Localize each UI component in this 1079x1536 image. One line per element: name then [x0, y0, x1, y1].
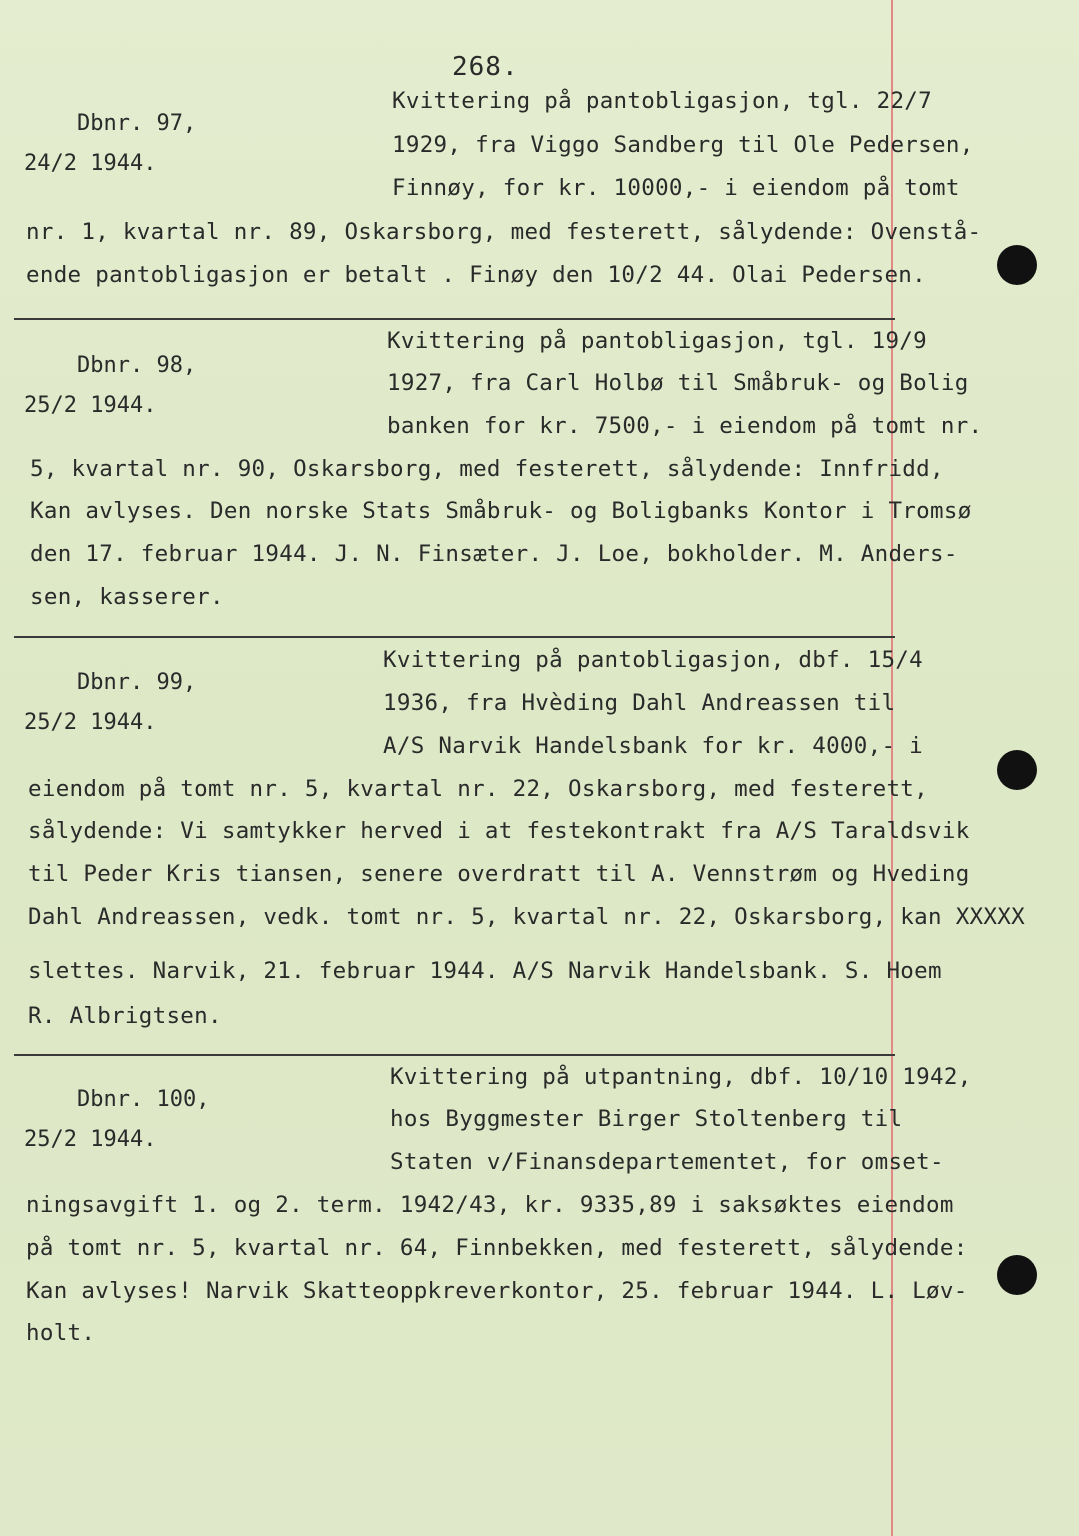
- entry-reference: [24, 94, 196, 214]
- entry-number: Dbnr. 99,: [76, 670, 197, 695]
- entry-text-line: til Peder Kris tiansen, senere overdratt til A. Vennstrøm og Hveding: [28, 861, 970, 887]
- entry-text-line: R. Albrigtsen.: [28, 1003, 222, 1029]
- entry-text-line: den 17. februar 1944. J. N. Finsæter. J. Loe, bokholder. M. Anders-: [30, 541, 958, 567]
- entry-reference: [24, 653, 196, 773]
- entry-text-line: 1936, fra Hvèding Dahl Andreassen til: [383, 690, 896, 716]
- entry-text-line: slettes. Narvik, 21. februar 1944. A/S Narvik Handelsbank. S. Hoem: [28, 958, 942, 984]
- binder-hole-icon: [997, 245, 1037, 285]
- entry-number: Dbnr. 98,: [76, 353, 197, 378]
- entry-text-line: Staten v/Finansdepartementet, for omset-: [390, 1149, 944, 1175]
- entry-text-line: eiendom på tomt nr. 5, kvartal nr. 22, Oskarsborg, med festerett,: [28, 776, 928, 802]
- entry-text-line: Kan avlyses! Narvik Skatteoppkreverkontor, 25. februar 1944. L. Løv-: [26, 1278, 968, 1304]
- entry-text-line: nr. 1, kvartal nr. 89, Oskarsborg, med festerett, sålydende: Ovenstå-: [26, 219, 982, 245]
- entry-date: 25/2 1944.: [24, 1127, 157, 1152]
- entry-text-line: Kvittering på utpantning, dbf. 10/10 1942,: [390, 1064, 972, 1090]
- entry-text-line: sålydende: Vi samtykker herved i at festekontrakt fra A/S Taraldsvik: [28, 818, 970, 844]
- entry-divider: [14, 636, 895, 638]
- entry-text-line: hos Byggmester Birger Stoltenberg til: [390, 1106, 903, 1132]
- entry-text-line: Kvittering på pantobligasjon, dbf. 15/4: [383, 647, 923, 673]
- entry-divider: [14, 1054, 895, 1056]
- entry-text-line: 1927, fra Carl Holbø til Småbruk- og Bolig: [387, 370, 969, 396]
- entry-text-line: på tomt nr. 5, kvartal nr. 64, Finnbekken, med festerett, sålydende:: [26, 1235, 968, 1261]
- entry-text-line: holt.: [26, 1320, 96, 1346]
- entry-text-line: A/S Narvik Handelsbank for kr. 4000,- i: [383, 733, 923, 759]
- entry-number: Dbnr. 97,: [76, 111, 197, 136]
- entry-text-line: Kvittering på pantobligasjon, tgl. 22/7: [392, 88, 932, 114]
- entry-date: 24/2 1944.: [24, 151, 157, 176]
- binder-hole-icon: [997, 1255, 1037, 1295]
- entry-text-line: Kan avlyses. Den norske Stats Småbruk- og Boligbanks Kontor i Tromsø: [30, 498, 972, 524]
- entry-reference: [24, 1070, 209, 1190]
- page-number: 268.: [452, 52, 519, 82]
- entry-date: 25/2 1944.: [24, 710, 157, 735]
- binder-hole-icon: [997, 750, 1037, 790]
- entry-text-line: Dahl Andreassen, vedk. tomt nr. 5, kvartal nr. 22, Oskarsborg, kan XXXXX: [28, 904, 1025, 930]
- entry-text-line: Kvittering på pantobligasjon, tgl. 19/9: [387, 328, 927, 354]
- entry-number: Dbnr. 100,: [76, 1087, 210, 1112]
- entry-text-line: 1929, fra Viggo Sandberg til Ole Pedersen,: [392, 132, 974, 158]
- entry-text-line: sen, kasserer.: [30, 584, 224, 610]
- entry-date: 25/2 1944.: [24, 393, 157, 418]
- entry-text-line: 5, kvartal nr. 90, Oskarsborg, med festerett, sålydende: Innfridd,: [30, 456, 944, 482]
- entry-text-line: Finnøy, for kr. 10000,- i eiendom på tomt: [392, 175, 960, 201]
- entry-reference: [24, 336, 196, 456]
- entry-text-line: banken for kr. 7500,- i eiendom på tomt nr.: [387, 413, 983, 439]
- entry-text-line: ende pantobligasjon er betalt . Finøy den 10/2 44. Olai Pedersen.: [26, 262, 926, 288]
- entry-text-line: ningsavgift 1. og 2. term. 1942/43, kr. 9335,89 i saksøktes eiendom: [26, 1192, 954, 1218]
- entry-divider: [14, 318, 895, 320]
